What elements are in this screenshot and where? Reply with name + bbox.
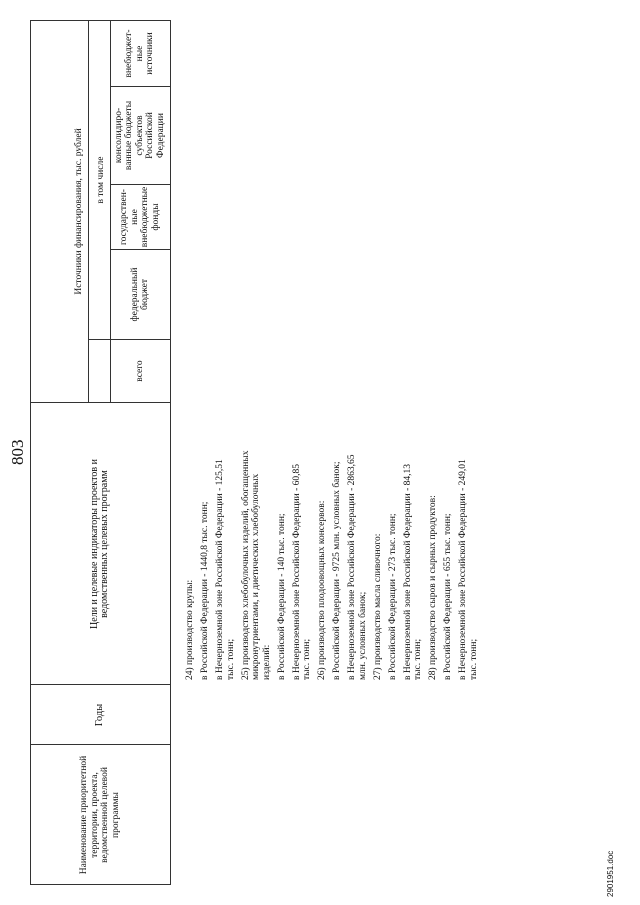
header-consolidated: консолидиро-ванные бюджеты субъектов Российской Федерации [113,100,166,171]
list-item: в Российской Федерации - 655 тыс. тонн; [443,513,453,680]
page-number: 803 [8,439,27,465]
list-item: в Нечерноземной зоне Российской Федерации - 125,51 тыс. тонн; [215,459,236,680]
header-years: Годы [93,703,105,727]
list-item: 24) производство крупы: [185,579,195,680]
header-goals: Цели и целевые индикаторы проектов и ведомственных целевых программ [88,459,110,629]
table-right-line [30,20,170,21]
list-item: в Российской Федерации - 140 тыс. тонн; [276,513,287,680]
divider-goals-sources [30,402,170,403]
goals-list [185,445,484,680]
list-item: в Нечерноземной зоне Российской Федерации - 249,01 тыс. тонн; [458,459,479,680]
list-item: в Нечерноземной зоне Российской Федерации - 60,85 тыс. тонн; [291,463,312,680]
divider-consolidated-extra [110,86,170,87]
header-total: всего [134,360,145,382]
list-item: в Российской Федерации - 1440,8 тыс. тонн; [200,501,210,680]
list-item: 27) производство масла сливочного: [372,533,383,680]
divider-federal-state [110,249,170,250]
list-item: 26) производство плодоовощных консервов: [317,500,327,680]
table-top-line [30,20,31,885]
document-code: 2901951.doc [606,850,615,897]
header-sources-title: Источники финансирования, тыс. рублей [74,128,85,295]
divider-name-years [30,744,170,745]
sources-subheader-line [88,20,89,403]
header-state-funds: государствен-ные внебюджетные фонды [119,186,161,248]
header-federal: федеральный бюджет [129,267,150,322]
header-extrabudget: внебюджет-ные источники [124,29,156,78]
list-item: 28) производство сыров и сырных продуктов: [428,495,438,680]
including-subheader-line [110,20,111,403]
list-item: в Российской Федерации - 9725 млн. условных банок; [332,461,342,680]
list-item: 25) производство хлебобулочных изделий, обогащенных микронутриентами, и диетических хлебобулочных изделий: [240,450,272,680]
list-item: в Нечерноземной зоне Российской Федерации - 84,13 тыс. тонн; [402,463,423,680]
table-header-bottom-line [170,20,171,885]
divider-state-consolidated [110,184,170,185]
table-left-line [30,884,170,885]
list-item: в Нечерноземной зоне Российской Федерации - 2863,65 млн. условных банок; [347,454,368,680]
divider-years-goals [30,684,170,685]
list-item: в Российской Федерации - 273 тыс. тонн; [387,513,398,680]
header-name: Наименование приоритетной территории, проекта, ведомственной целевой программы [79,755,121,875]
header-including: в том числе [95,156,106,204]
divider-total-federal [88,339,170,340]
